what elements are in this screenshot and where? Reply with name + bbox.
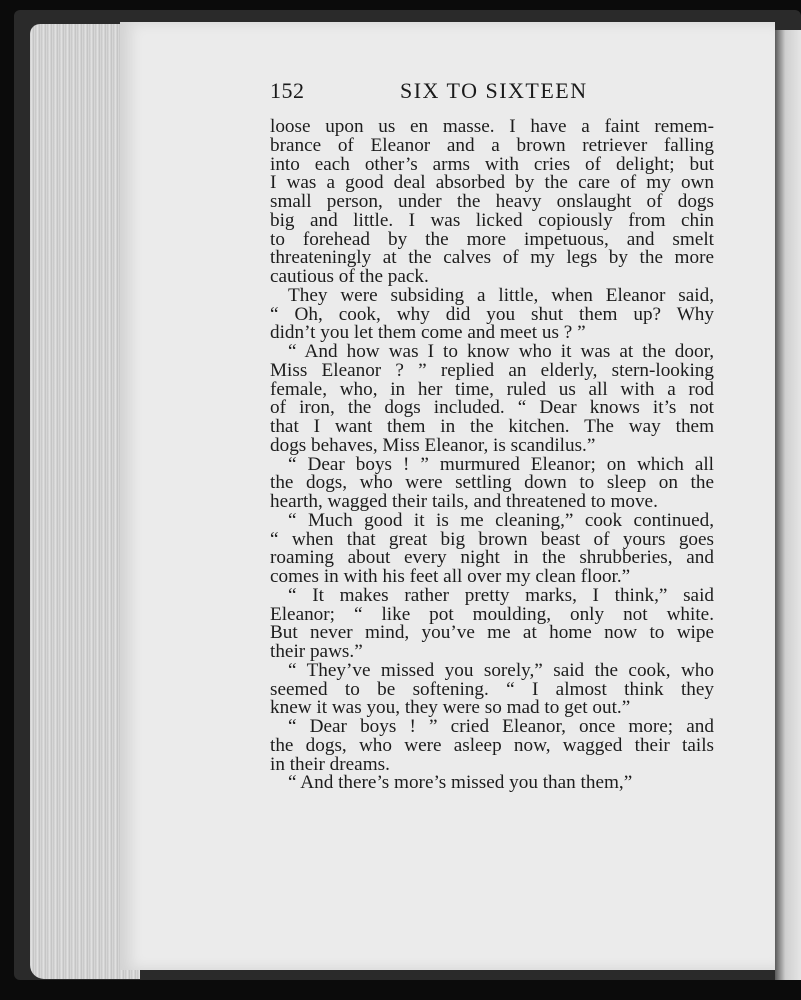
page-number: 152 xyxy=(270,78,305,103)
text-line: “ when that great big brown beast of yours goes xyxy=(270,528,714,550)
text-line: of iron, the dogs included. “ Dear knows it’s not xyxy=(270,397,714,419)
text-line: They were subsiding a little, when Eleanor said, xyxy=(288,284,714,306)
text-line: Eleanor; “ like pot moulding, only not white. xyxy=(270,603,714,625)
text-line: that I want them in the kitchen. The way them xyxy=(270,416,714,437)
text-line: I was a good deal absorbed by the care of my own xyxy=(270,172,714,194)
facing-page-edge xyxy=(775,30,801,980)
text-line: “ And there’s more’s missed you than them,” xyxy=(288,772,633,794)
text-line: “ Dear boys ! ” cried Eleanor, once more; and xyxy=(288,716,714,737)
text-line: comes in with his feet all over my clean floor.” xyxy=(270,566,631,587)
text-line: dogs behaves, Miss Eleanor, is scandilus.” xyxy=(270,434,596,456)
text-line: hearth, wagged their tails, and threatened to move. xyxy=(270,491,658,512)
text-line: the dogs, who were settling down to sleep on the xyxy=(270,472,714,494)
text-line: into each other’s arms with cries of delight; but xyxy=(270,153,714,175)
text-line: Miss Eleanor ? ” replied an elderly, stern-looking xyxy=(270,359,714,381)
text-line: But never mind, you’ve me at home now to wipe xyxy=(270,622,714,644)
text-line: female, who, in her time, ruled us all with a rod xyxy=(270,378,714,400)
text-line: their paws.” xyxy=(270,641,363,662)
text-line: to forehead by the more impetuous, and smelt xyxy=(270,228,714,250)
text-line: knew it was you, they were so mad to get out.” xyxy=(270,697,631,719)
text-line: didn’t you let them come and meet us ? ” xyxy=(270,322,586,344)
text-line: cautious of the pack. xyxy=(270,266,429,287)
running-title: SIX TO SIXTEEN xyxy=(400,78,588,103)
text-line: “ It makes rather pretty marks, I think,” said xyxy=(288,584,714,606)
text-line: loose upon us en masse. I have a faint remem- xyxy=(270,116,714,137)
text-line: “ They’ve missed you sorely,” said the cook, who xyxy=(288,659,714,681)
body-text xyxy=(270,118,714,793)
text-line: the dogs, who were asleep now, wagged their tails xyxy=(270,734,714,756)
text-line: “ Oh, cook, why did you shut them up? Why xyxy=(270,303,714,325)
text-line: “ Dear boys ! ” murmured Eleanor; on which all xyxy=(288,453,714,475)
text-line: small person, under the heavy onslaught of dogs xyxy=(270,191,714,212)
text-line: “ And how was I to know who it was at the door, xyxy=(288,341,714,362)
text-line: seemed to be softening. “ I almost think they xyxy=(270,678,714,700)
page-header xyxy=(270,78,710,108)
text-line: brance of Eleanor and a brown retriever falling xyxy=(270,134,714,156)
text-line: in their dreams. xyxy=(270,753,390,775)
text-line: roaming about every night in the shrubberies, and xyxy=(270,547,714,569)
text-line: big and little. I was licked copiously from chin xyxy=(270,209,714,231)
text-line: “ Much good it is me cleaning,” cook continued, xyxy=(288,509,714,531)
text-line: threateningly at the calves of my legs by the more xyxy=(270,247,714,269)
